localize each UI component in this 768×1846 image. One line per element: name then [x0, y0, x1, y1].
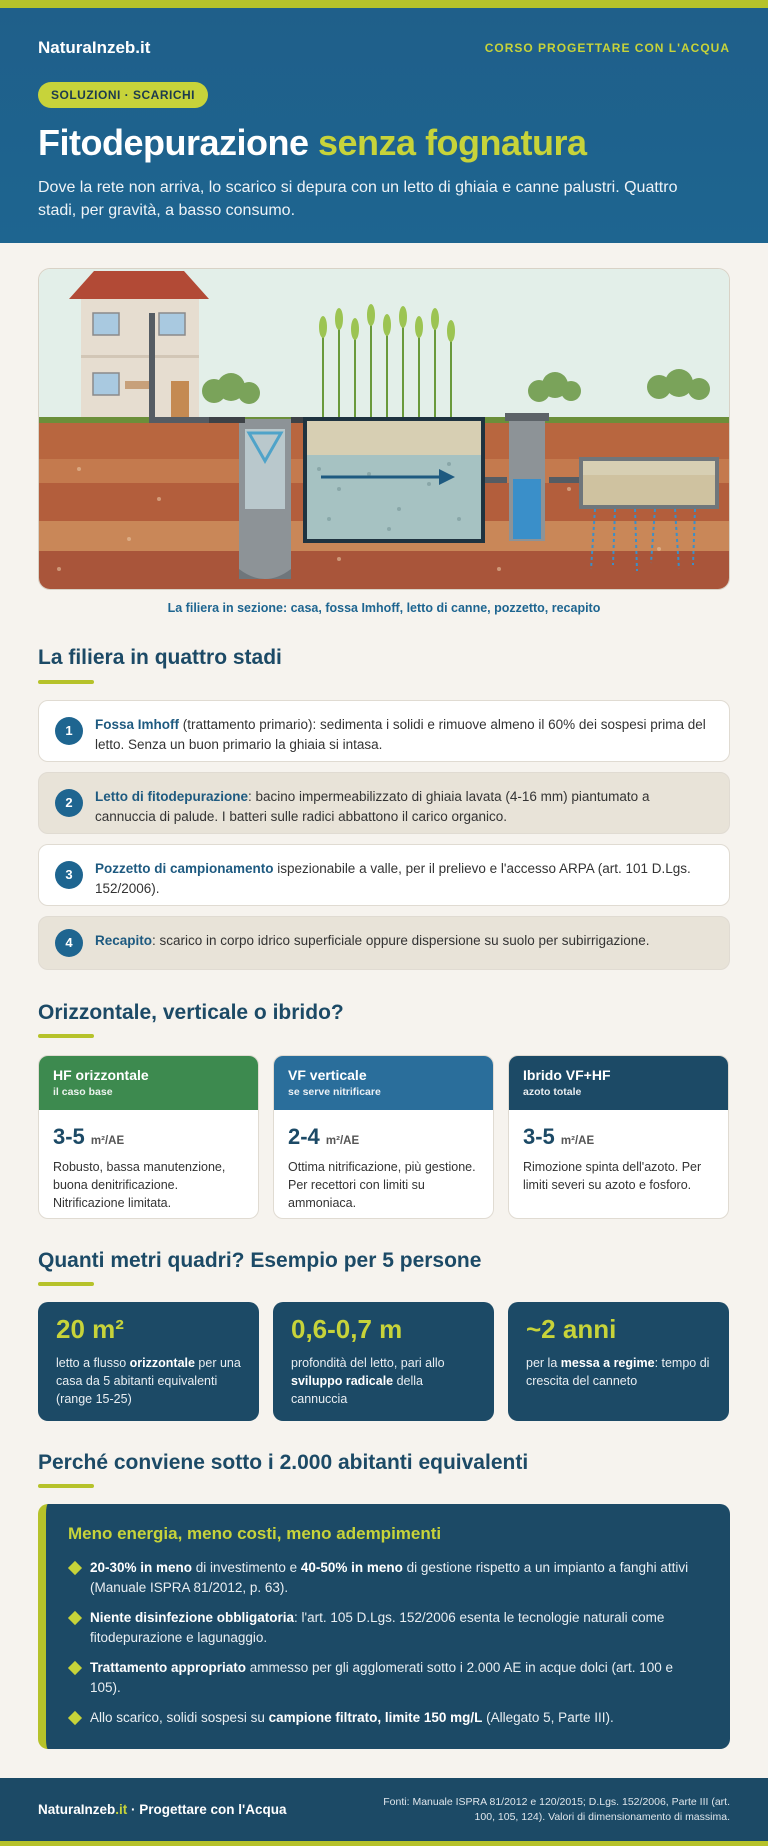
header	[0, 8, 768, 243]
stat-value: 20 m²	[56, 1314, 124, 1344]
stage-text: : scarico in corpo idrico superficiale oppure dispersione su suolo per subirrigazione.	[152, 933, 650, 948]
type-value-unit: m²/AE	[560, 1135, 595, 1147]
stage-item	[38, 772, 730, 834]
stat-text: letto a flusso orizzontale per una casa da 5 abitanti equivalenti (range 15-25)	[56, 1356, 241, 1406]
top-accent-bar	[0, 0, 768, 8]
title-main: Fitodepurazione	[38, 122, 309, 163]
type-value	[39, 1110, 258, 1150]
section-underline	[38, 1484, 94, 1488]
footer	[0, 1778, 768, 1846]
section-underline	[38, 680, 94, 684]
type-card-header	[509, 1056, 728, 1110]
stage-item	[38, 700, 730, 762]
diamond-bullet-icon	[68, 1661, 82, 1675]
page-title	[38, 122, 730, 164]
illustration-caption: La filiera in sezione: casa, fossa Imhoff, letto di canne, pozzetto, recapito	[167, 601, 601, 615]
stat-card	[38, 1302, 259, 1421]
benefits-title: Meno energia, meno costi, meno adempimenti	[68, 1524, 442, 1543]
benefit-item: Allo scarico, solidi sospesi su campione filtrato, limite 150 mg/L (Allegato 5, Parte III).	[68, 1708, 704, 1728]
type-sub: se serve nitrificare	[288, 1086, 381, 1098]
type-desc: Rimozione spinta dell'azoto. Per limiti severi su azoto e fosforo.	[523, 1160, 702, 1192]
type-card-header	[274, 1056, 493, 1110]
stat-card	[273, 1302, 494, 1421]
type-sub: il caso base	[53, 1086, 113, 1098]
page-subtitle: Dove la rete non arriva, lo scarico si depura con un letto di ghiaia e canne palustri. Quattro stadi, per gravità, a basso consumo.	[38, 179, 678, 219]
diamond-bullet-icon	[68, 1711, 82, 1725]
stage-text: (trattamento primario): sedimenta i solidi e rimuove almeno il 60% dei sospesi prima del letto. Senza un buon primario la ghiaia si intasa.	[95, 717, 706, 752]
diamond-bullet-icon	[68, 1611, 82, 1625]
type-value-number: 3-5	[523, 1124, 555, 1149]
stat-value: 0,6-0,7 m	[291, 1314, 403, 1344]
stage-number-badge: 3	[55, 861, 83, 889]
type-value-unit: m²/AE	[325, 1135, 360, 1147]
type-card-header	[39, 1056, 258, 1110]
benefits-list	[68, 1558, 704, 1728]
stat-text: profondità del letto, pari allo sviluppo radicale della cannuccia	[291, 1356, 445, 1406]
stage-number-badge: 4	[55, 929, 83, 957]
type-value	[509, 1110, 728, 1150]
type-sub: azoto totale	[523, 1086, 582, 1098]
section-title-benefits: Perché conviene sotto i 2.000 abitanti equivalenti	[38, 1451, 529, 1474]
type-card-vf	[273, 1055, 494, 1219]
type-value-unit: m²/AE	[90, 1135, 125, 1147]
category-pill: SOLUZIONI · SCARICHI	[38, 82, 208, 108]
section-underline	[38, 1034, 94, 1038]
course-label[interactable]: CORSO PROGETTARE CON L'ACQUA	[484, 41, 730, 55]
benefit-item: 20-30% in meno di investimento e 40-50% in meno di gestione rispetto a un impianto a fanghi attivi (Manuale ISPRA 81/2012, p. 63).	[68, 1558, 704, 1598]
footer-brand[interactable]: NaturaInzeb.it · Progettare con l'Acqua	[38, 1802, 287, 1817]
benefit-item: Niente disinfezione obbligatoria: l'art. 105 D.Lgs. 152/2006 esenta le tecnologie naturali come fitodepurazione e lagunaggio.	[68, 1608, 704, 1648]
type-name: VF verticale	[288, 1067, 367, 1083]
type-name: Ibrido VF+HF	[523, 1067, 611, 1083]
stage-name: Pozzetto di campionamento	[95, 861, 274, 876]
stage-text: : bacino impermeabilizzato di ghiaia lavata (4-16 mm) piantumato a cannuccia di palude. I batteri sulle radici abbattono il carico organico.	[95, 789, 650, 824]
type-value	[274, 1110, 493, 1150]
stage-number-badge: 2	[55, 789, 83, 817]
type-value-number: 3-5	[53, 1124, 85, 1149]
stage-text: ispezionabile a valle, per il prelievo e l'accesso ARPA (art. 101 D.Lgs. 152/2006).	[95, 861, 691, 896]
type-name: HF orizzontale	[53, 1067, 149, 1083]
type-value-number: 2-4	[288, 1124, 320, 1149]
benefit-item: Trattamento appropriato ammesso per gli agglomerati sotto i 2.000 AE in acque dolci (art. 100 e 105).	[68, 1658, 704, 1698]
cross-section-illustration	[38, 268, 730, 590]
stage-name: Letto di fitodepurazione	[95, 789, 248, 804]
diamond-bullet-icon	[68, 1561, 82, 1575]
stat-value: ~2 anni	[526, 1314, 617, 1344]
stage-name: Recapito	[95, 933, 153, 948]
title-accent: senza fognatura	[318, 122, 587, 163]
footer-sources: Fonti: Manuale ISPRA 81/2012 e 120/2015; D.Lgs. 152/2006, Parte III (art. 100, 105, 124). Valori di dimensionamento di massima.	[383, 1795, 730, 1823]
section-title-stages: La filiera in quattro stadi	[38, 646, 282, 669]
site-brand[interactable]: NaturaInzeb.it	[38, 38, 151, 57]
type-card-hybrid	[508, 1055, 729, 1219]
stat-text: per la messa a regime: tempo di crescita del canneto	[526, 1356, 710, 1388]
type-card-hf	[38, 1055, 259, 1219]
type-desc: Robusto, bassa manutenzione, buona denitrificazione. Nitrificazione limitata.	[53, 1160, 226, 1210]
section-title-sizing: Quanti metri quadri? Esempio per 5 persone	[38, 1249, 482, 1272]
stage-item	[38, 844, 730, 906]
stage-number-badge: 1	[55, 717, 83, 745]
section-title-types: Orizzontale, verticale o ibrido?	[38, 1001, 344, 1024]
stage-item	[38, 916, 730, 970]
cross-section-svg	[39, 269, 730, 590]
type-desc: Ottima nitrificazione, più gestione. Per recettori con limiti su ammoniaca.	[288, 1160, 476, 1210]
section-underline	[38, 1282, 94, 1286]
stage-name: Fossa Imhoff	[95, 717, 180, 732]
benefits-box	[38, 1504, 730, 1749]
stat-card	[508, 1302, 729, 1421]
